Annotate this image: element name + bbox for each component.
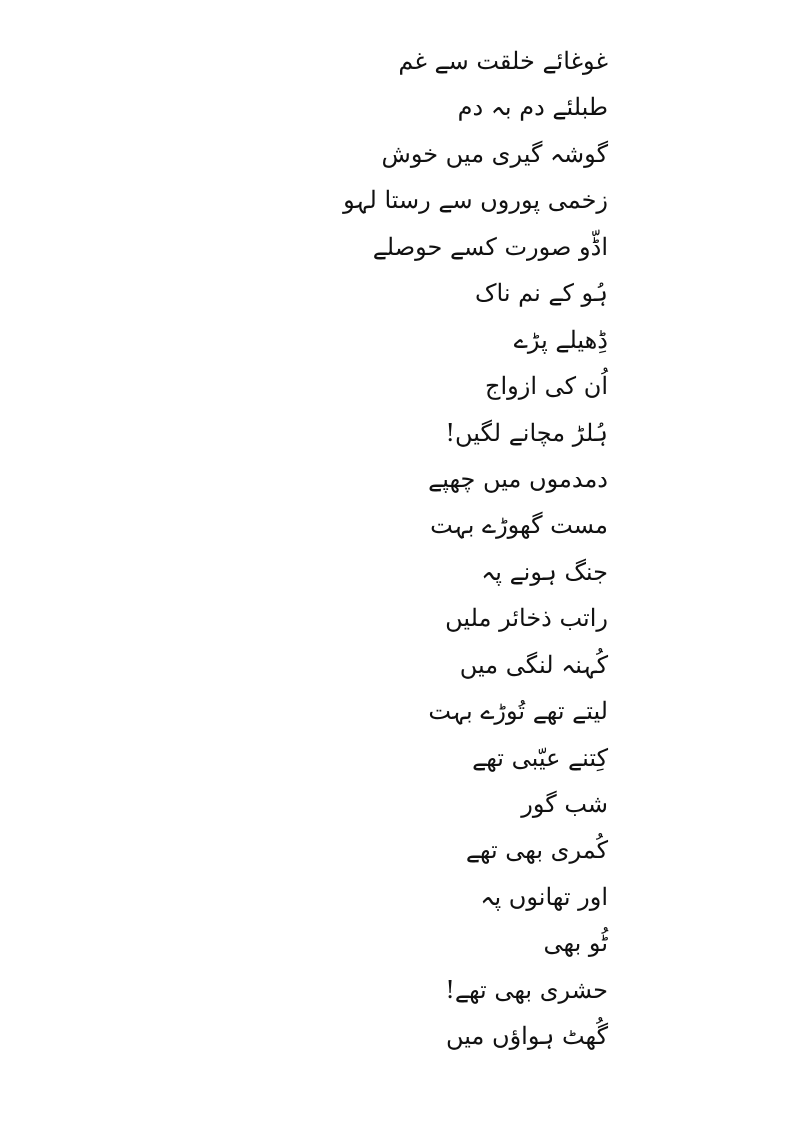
poem-line: طبلئے دم بہ دم <box>457 93 608 122</box>
poem-line: راتب ذخائر ملیں <box>445 604 608 633</box>
poem-line: زخمی پوروں سے رستا لہو <box>343 186 608 215</box>
poem-line: کُہنہ لنگی میں <box>459 650 608 679</box>
poem-line: کِتنے عیّبی تھے <box>472 743 608 772</box>
poem <box>343 38 608 1060</box>
poem-line: گوشہ گیری میں خوش <box>381 139 608 168</box>
poem-line: حشری بھی تھے! <box>445 975 608 1004</box>
poem-line: جنگ ہونے پہ <box>481 557 608 586</box>
poem-line: اور تھانوں پہ <box>480 882 608 911</box>
poem-line: ٹُو بھی <box>543 929 608 958</box>
poem-line: غوغائے خلقت سے غم <box>398 47 608 75</box>
poem-line: ہُو کے نم ناک <box>475 279 608 308</box>
poem-line: ڈِھیلے پڑے <box>513 325 608 354</box>
poem-line: لیتے تھے تُوڑے بہت <box>428 697 608 726</box>
poem-line: گُھٹ ہواؤں میں <box>445 1022 608 1051</box>
poem-line: کُمری بھی تھے <box>465 836 608 865</box>
poem-line: مست گھوڑے بہت <box>430 511 608 540</box>
poem-line: شب گور <box>521 790 608 818</box>
poem-line: اُن کی ازواج <box>485 372 608 401</box>
poem-line: دمدموں میں چھپے <box>428 464 608 493</box>
poem-line: اڈّو صورت کسے حوصلے <box>372 232 608 261</box>
poem-line: ہُلڑ مچانے لگیں! <box>445 418 608 447</box>
